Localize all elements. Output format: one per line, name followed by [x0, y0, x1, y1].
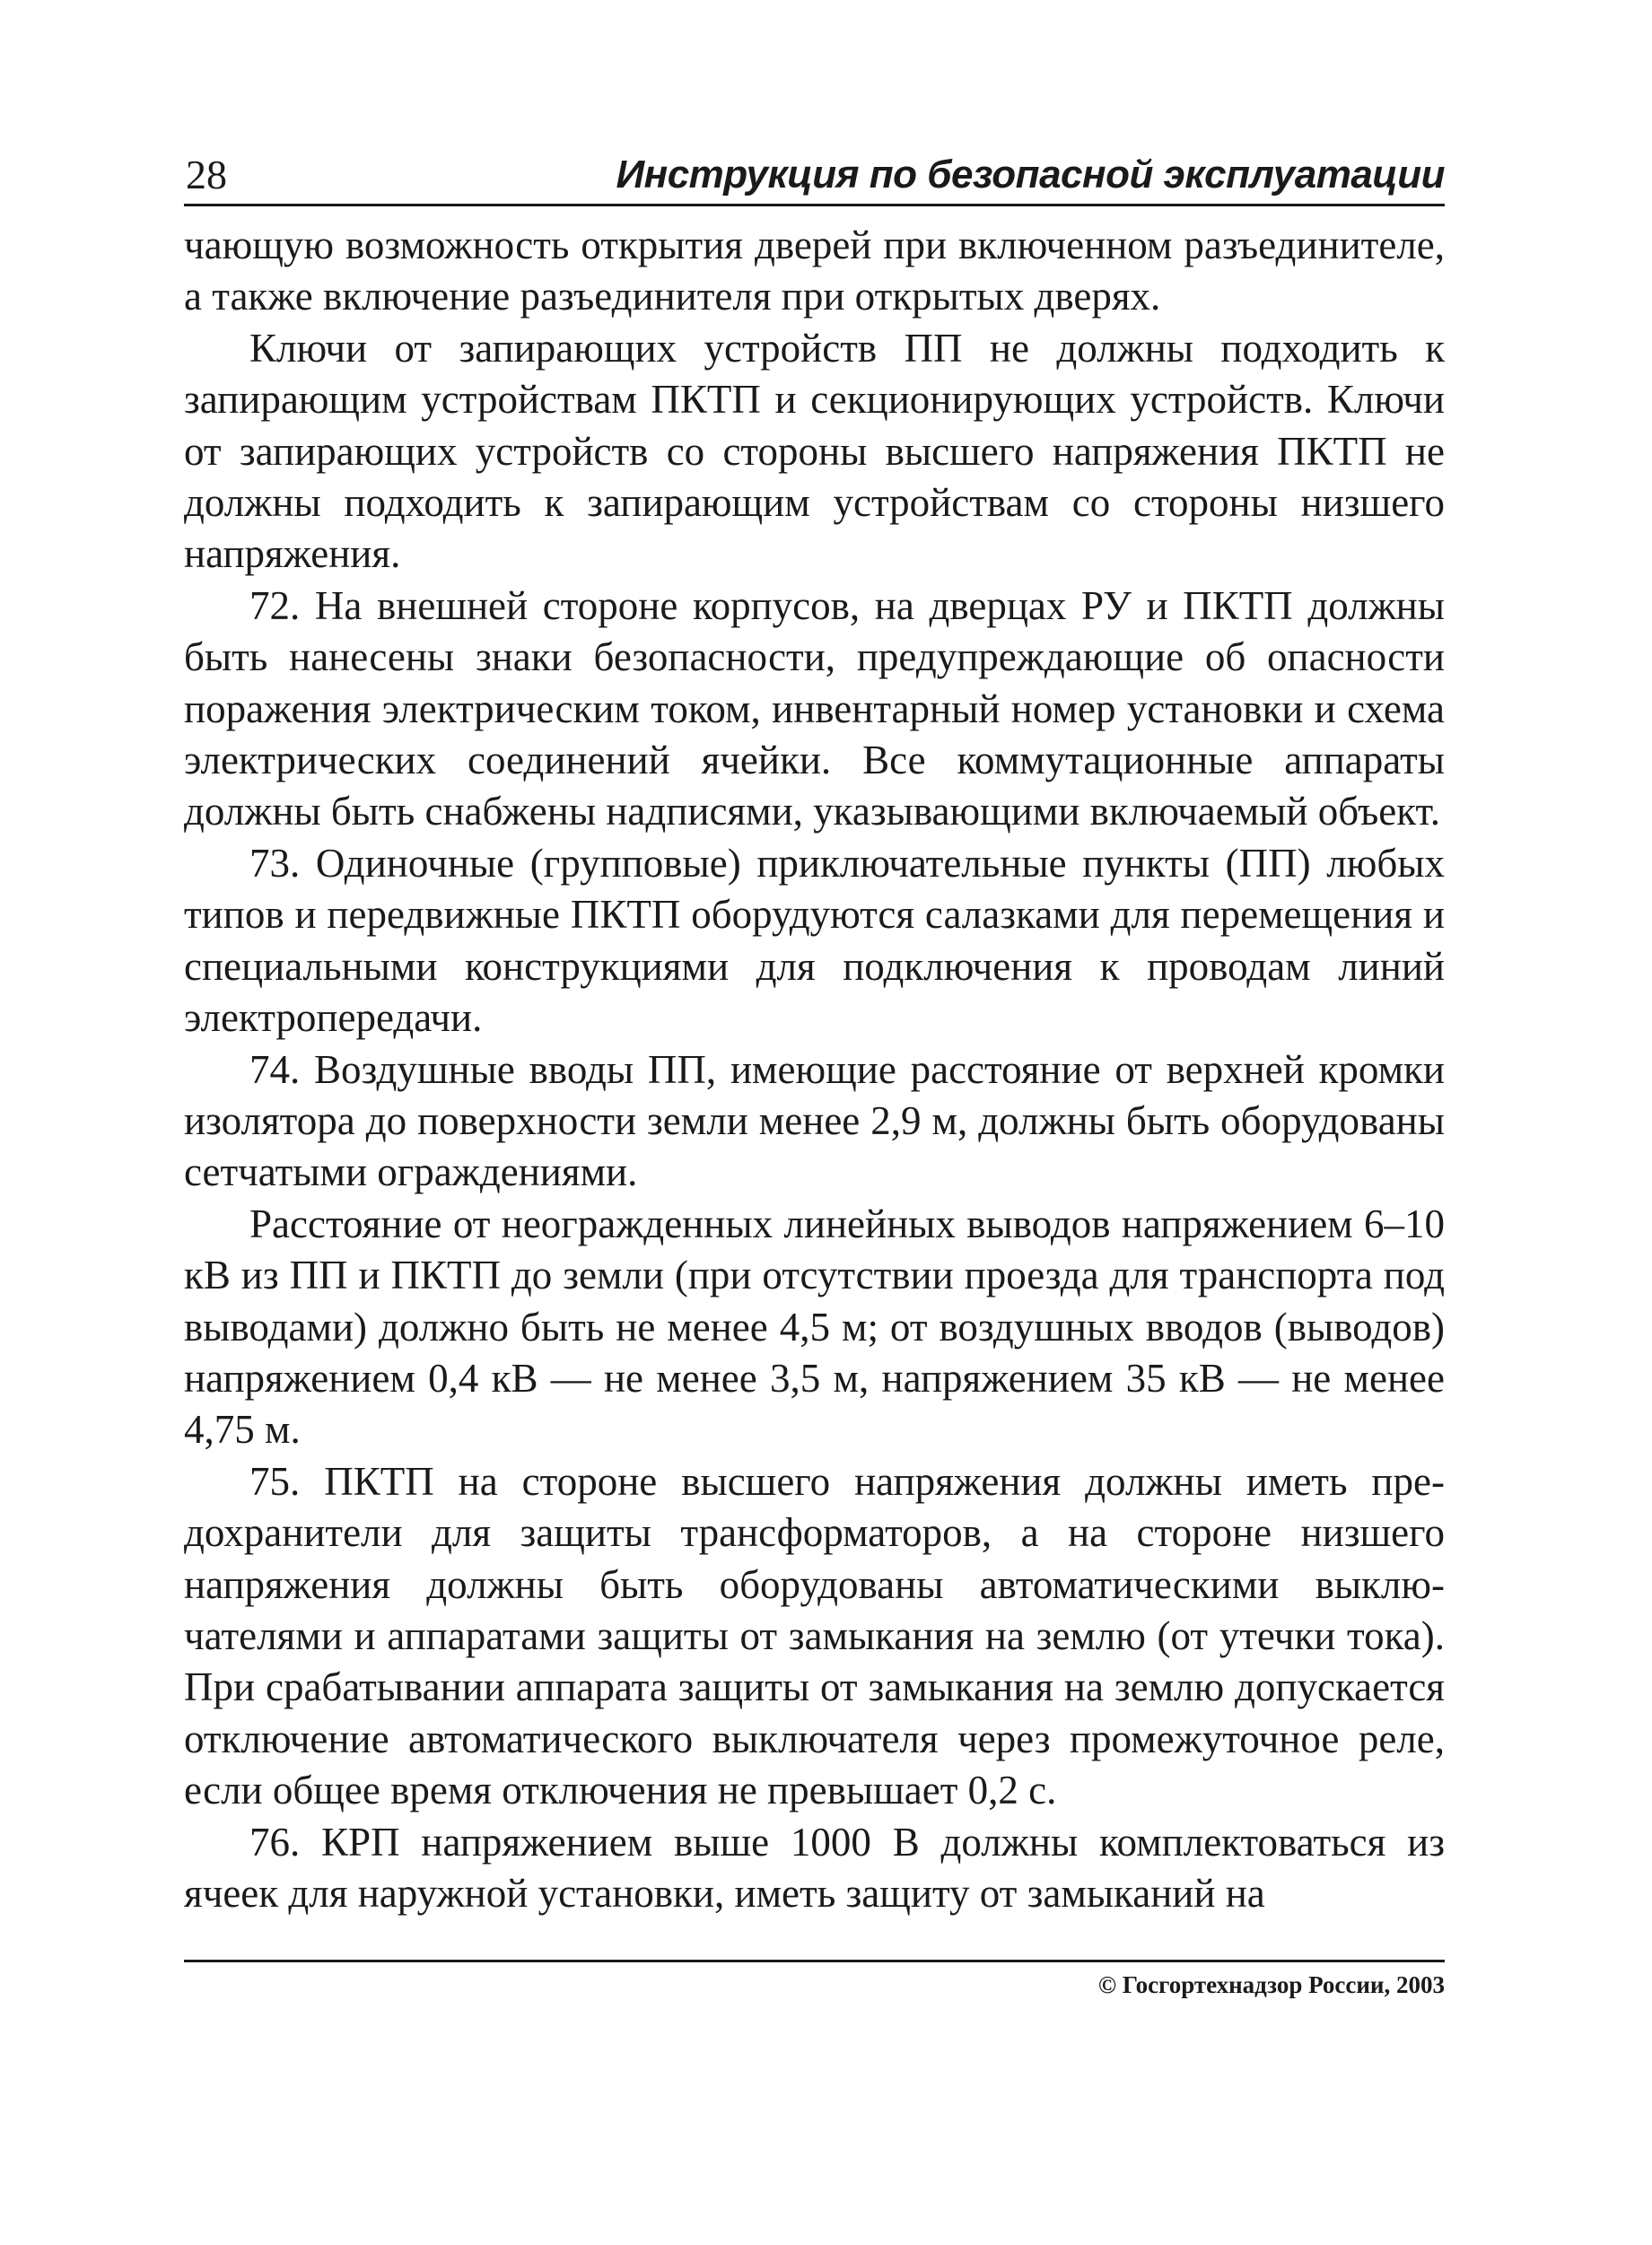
paragraph-continued: чающую возможность открытия дверей при включенном разъединителе, а также включение разъединителя при открытых дверях. [184, 223, 1445, 319]
paragraph-distances: Расстояние от неогражденных линейных выводов напряжением 6–10 кВ из ПП и ПКТП до земли (при отсутствии проезда для транспорта под выводами) должно быть не менее 4,5 м; от воздушных вводов (выводов) напряжением 0,4 кВ — не менее 3,5 м, напряжением 35 кВ — не менее 4,75 м. [184, 1201, 1445, 1453]
body-text [184, 220, 1445, 1919]
paragraph-keys: Ключи от запирающих устройств ПП не должны подходить к запирающим устройствам ПКТП и секционирующих устройств. Ключи от запирающих устройств со стороны высшего напряжения ПКТП не должны подходить к запирающим устройствам со стороны низшего напряжения. [184, 325, 1445, 577]
footer-divider [184, 1960, 1445, 1962]
paragraph-72: 72. На внешней стороне корпусов, на дверцах РУ и ПКТП должны быть нанесены знаки безопасности, предупреждающие об опасности поражения электрическим током, инвентарный номер установки и схема электрических соединений ячейки. Все коммутационные аппараты должны быть снабжены надписями, указывающими включаемый объект. [184, 582, 1445, 834]
copyright-notice: © Госгортехнадзор России, 2003 [1097, 1971, 1445, 1998]
running-header [184, 148, 1445, 206]
paragraph-76: 76. КРП напряжением выше 1000 В должны комплектоваться из ячеек для наружной установки, иметь защиту от замыканий на [184, 1819, 1445, 1916]
paragraph-74: 74. Воздушные вводы ПП, имеющие расстояние от верхней кромки изолятора до поверхности земли менее 2,9 м, должны быть оборудованы сетчатыми ограждениями. [184, 1046, 1445, 1195]
running-title: Инструкция по безопасной эксплуатации [616, 153, 1445, 197]
paragraph-75: 75. ПКТП на стороне высшего напряжения должны иметь предохранители для защиты трансформаторов, а на стороне низшего напряжения должны быть оборудованы автоматическими выключателями и аппаратами защиты от замыкания на землю (от утечки тока). При срабатывании аппарата защиты от замыкания на землю допускается отключение автоматического выключателя через промежуточное реле, если общее время отключения не превышает 0,2 с. [184, 1458, 1445, 1813]
paragraph-73: 73. Одиночные (групповые) приключательные пункты (ПП) любых типов и передвижные ПКТП оборудуются салазками для перемещения и специальными конструкциями для подключения к проводам линий электропередачи. [184, 840, 1445, 1041]
page-number: 28 [186, 152, 227, 197]
